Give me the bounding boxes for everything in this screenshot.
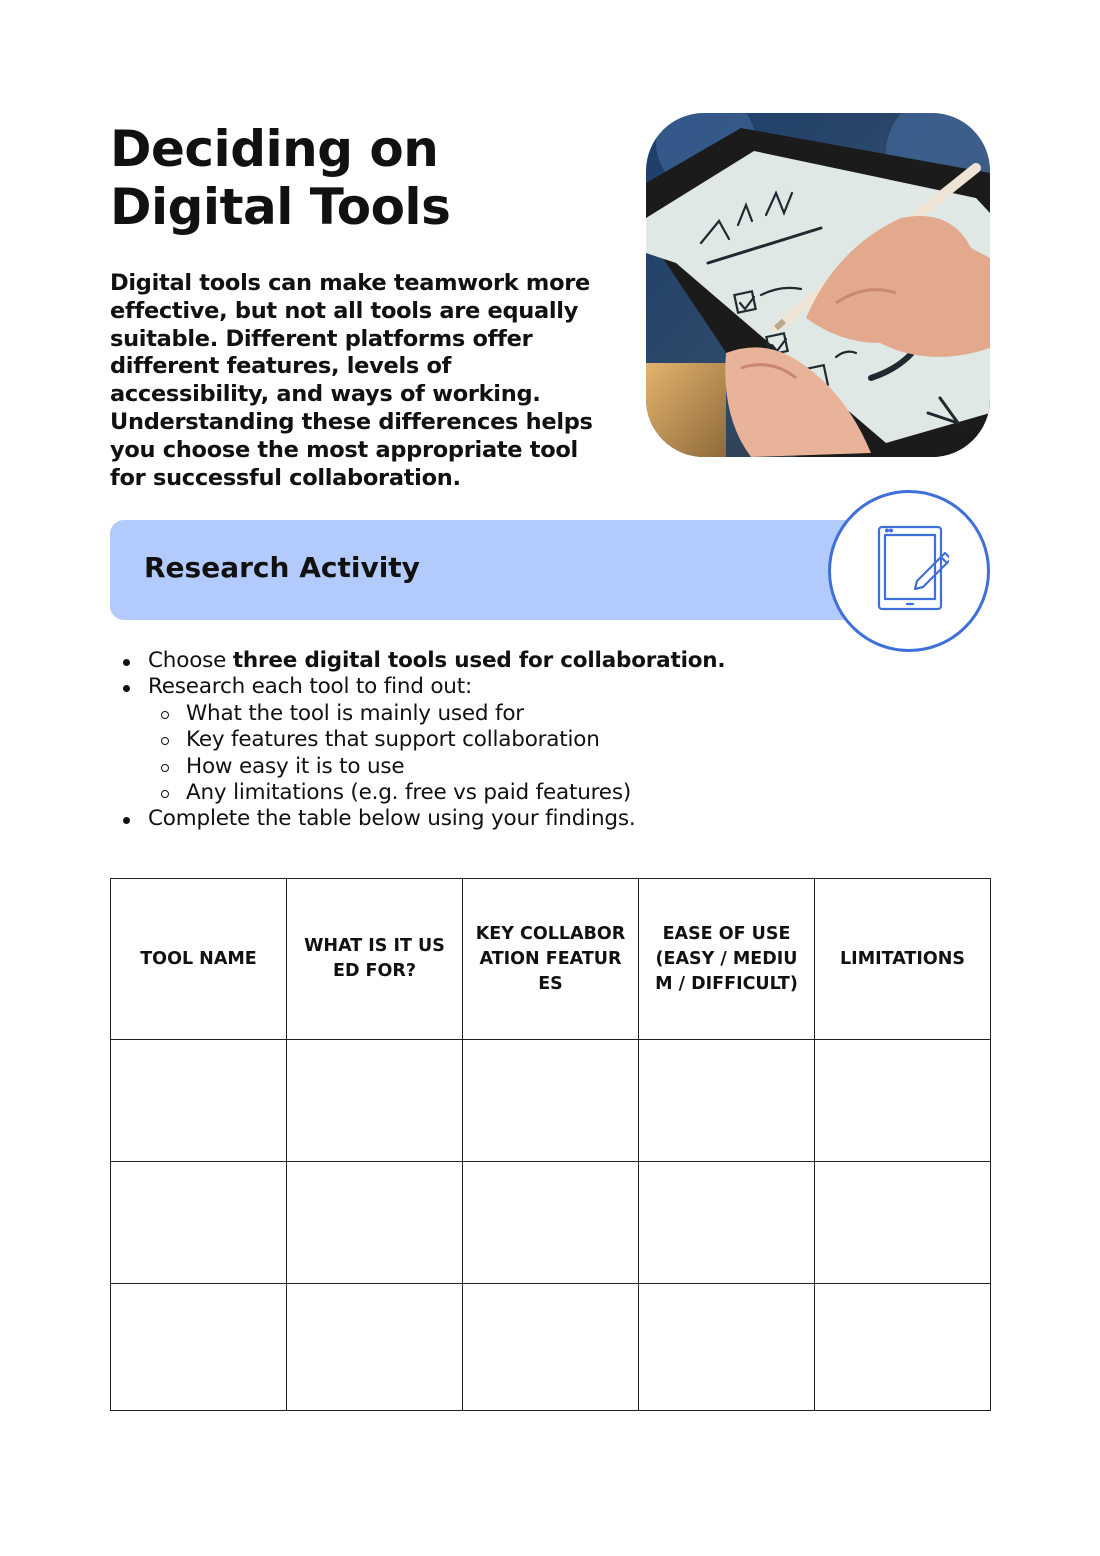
sub-list-item: Any limitations (e.g. free vs paid features) xyxy=(148,780,725,806)
table-cell[interactable] xyxy=(287,1040,463,1162)
table-cell[interactable] xyxy=(111,1040,287,1162)
table-header-row xyxy=(111,879,991,1040)
section-title: Research Activity xyxy=(144,551,420,584)
table-cell[interactable] xyxy=(639,1040,815,1162)
sub-list-item: How easy it is to use xyxy=(148,754,725,780)
page-title xyxy=(110,120,450,236)
list-item xyxy=(110,674,725,806)
sub-list-item: Key features that support collaboration xyxy=(148,727,725,753)
table-cell[interactable] xyxy=(111,1162,287,1284)
research-steps-list xyxy=(110,648,725,833)
header-used-for: WHAT IS IT USED FOR? xyxy=(287,879,463,1040)
table-cell[interactable] xyxy=(111,1284,287,1411)
tablet-plan-photo xyxy=(646,113,990,457)
page-title-line-2: Digital Tools xyxy=(110,178,451,236)
list-item xyxy=(110,648,725,674)
header-ease-of-use: EASE OF USE (EASY / MEDIUM / DIFFICULT) xyxy=(639,879,815,1040)
sub-list-item: What the tool is mainly used for xyxy=(148,701,725,727)
header-key-features: KEY COLLABORATION FEATURES xyxy=(463,879,639,1040)
table-row xyxy=(111,1040,991,1162)
tool-comparison-table xyxy=(110,878,991,1411)
intro-paragraph: Digital tools can make teamwork more effective, but not all tools are equally suitable. Different platforms offer different features, levels of accessibility, and ways of working. Understanding these differences helps you choose the most appropriate tool for successful collaboration. xyxy=(110,270,593,491)
section-icon-badge xyxy=(828,490,990,652)
table-row xyxy=(111,1162,991,1284)
header-limitations: LIMITATIONS xyxy=(815,879,991,1040)
research-activity-banner xyxy=(110,520,900,620)
table-cell[interactable] xyxy=(815,1040,991,1162)
step-choose-emphasis: three digital tools used for collaboration. xyxy=(232,648,726,673)
step-choose-prefix: Choose xyxy=(148,648,233,673)
table-cell[interactable] xyxy=(639,1284,815,1411)
table-cell[interactable] xyxy=(463,1162,639,1284)
table-cell[interactable] xyxy=(815,1162,991,1284)
page-title-line-1: Deciding on xyxy=(110,120,439,178)
table-cell[interactable] xyxy=(463,1040,639,1162)
table-row xyxy=(111,1284,991,1411)
header-tool-name: TOOL NAME xyxy=(111,879,287,1040)
table-cell[interactable] xyxy=(463,1284,639,1411)
list-item: Complete the table below using your findings. xyxy=(110,806,725,832)
table-cell[interactable] xyxy=(639,1162,815,1284)
table-cell[interactable] xyxy=(287,1162,463,1284)
table-cell[interactable] xyxy=(815,1284,991,1411)
research-sublist xyxy=(148,701,725,807)
step-research: Research each tool to find out: xyxy=(148,674,473,700)
table-cell[interactable] xyxy=(287,1284,463,1411)
